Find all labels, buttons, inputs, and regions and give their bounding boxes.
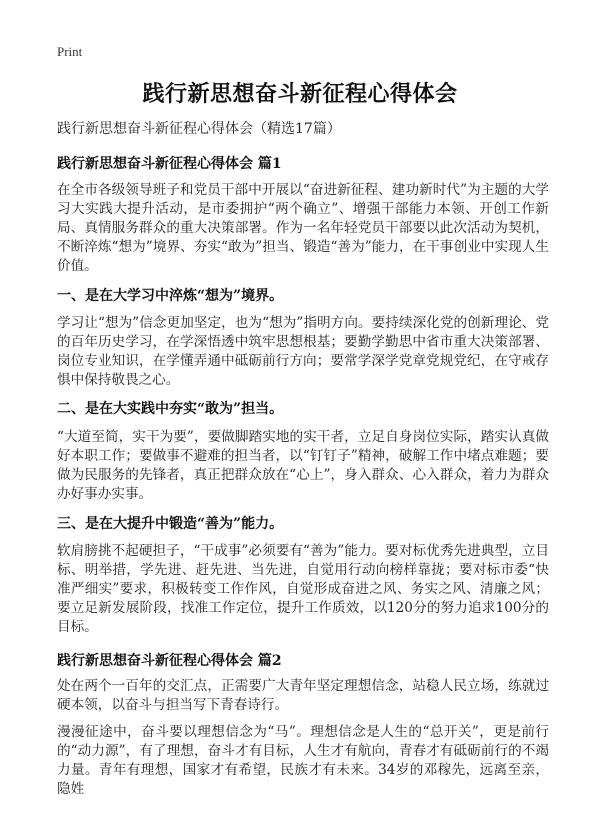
point-3-text: 软肩膀挑不起硬担子，“干成事”必须要有“善为”能力。要对标优秀先进典型，立目标、明举措，学先进、赶先进、当先进，自觉用行动向榜样靠拢；要对标市委“快准严细实”要求，积极转变工作作风，自觉形成奋进之风、务实之风、清廉之风；要立足新发展阶段，找准工作定位，提升工作质效，以120分的努力追求100分的目标。 bbox=[57, 543, 549, 635]
point-1-text: 学习让“想为”信念更加坚定，也为“想为”指明方向。要持续深化党的创新理论、党的百年历史学习，在学深悟透中筑牢思想根基；要勤学勤思中省市重大决策部署、岗位专业知识，在学懂弄通中砥砺前行方向；要常学深学党章党规党纪，在守戒存惧中保持敬畏之心。 bbox=[57, 315, 549, 388]
point-2-heading: 二、是在大实践中夯实“敢为”担当。 bbox=[57, 401, 284, 417]
section-heading-2: 践行新思想奋斗新征程心得体会 篇2 bbox=[57, 653, 282, 669]
point-1-heading: 一、是在大学习中淬炼“想为”境界。 bbox=[57, 288, 284, 304]
point-3-heading: 三、是在大提升中锻造“善为”能力。 bbox=[57, 516, 284, 532]
page-title: 践行新思想奋斗新征程心得体会 bbox=[142, 82, 458, 107]
section-2-paragraph-1: 处在两个一百年的交汇点，正需要广大青年坚定理想信念，站稳人民立场，练就过硬本领，以奋斗与担当写下青春诗行。 bbox=[57, 678, 549, 713]
print-link[interactable]: Print bbox=[57, 44, 83, 59]
section-1-intro: 在全市各级领导班子和党员干部中开展以“奋进新征程、建功新时代”为主题的大学习大实践大提升活动，是市委拥护“两个确立”、增强干部能力本领、开创工作新局、真情服务群众的重大决策部署。作为一名年轻党员干部要以此次活动为契机，不断淬炼“想为”境界、夯实“敢为”担当、锻造“善为”能力，在干事创业中实现人生价值。 bbox=[57, 182, 549, 274]
section-heading-1: 践行新思想奋斗新征程心得体会 篇1 bbox=[57, 156, 282, 172]
page-subtitle: 践行新思想奋斗新征程心得体会（精选17篇） bbox=[57, 121, 341, 137]
point-2-text: “大道至简，实干为要”，要做脚踏实地的实干者，立足自身岗位实际，踏实认真做好本职工作；要做事不避难的担当者，以“钉钉子”精神，破解工作中堵点难题；要做为民服务的先锋者，真正把群众放在“心上”，身入群众、心入群众，着力为群众办好事办实事。 bbox=[57, 429, 549, 502]
section-2-paragraph-2: 漫漫征途中，奋斗要以理想信念为“马”。理想信念是人生的“总开关”，更是前行的“动力源”，有了理想，奋斗才有目标，人生才有航向，青春才有砥砺前行的不竭力量。青年有理想，国家才有希望，民族才有未来。34岁的邓稼先，远离至亲，隐姓 bbox=[57, 724, 549, 797]
